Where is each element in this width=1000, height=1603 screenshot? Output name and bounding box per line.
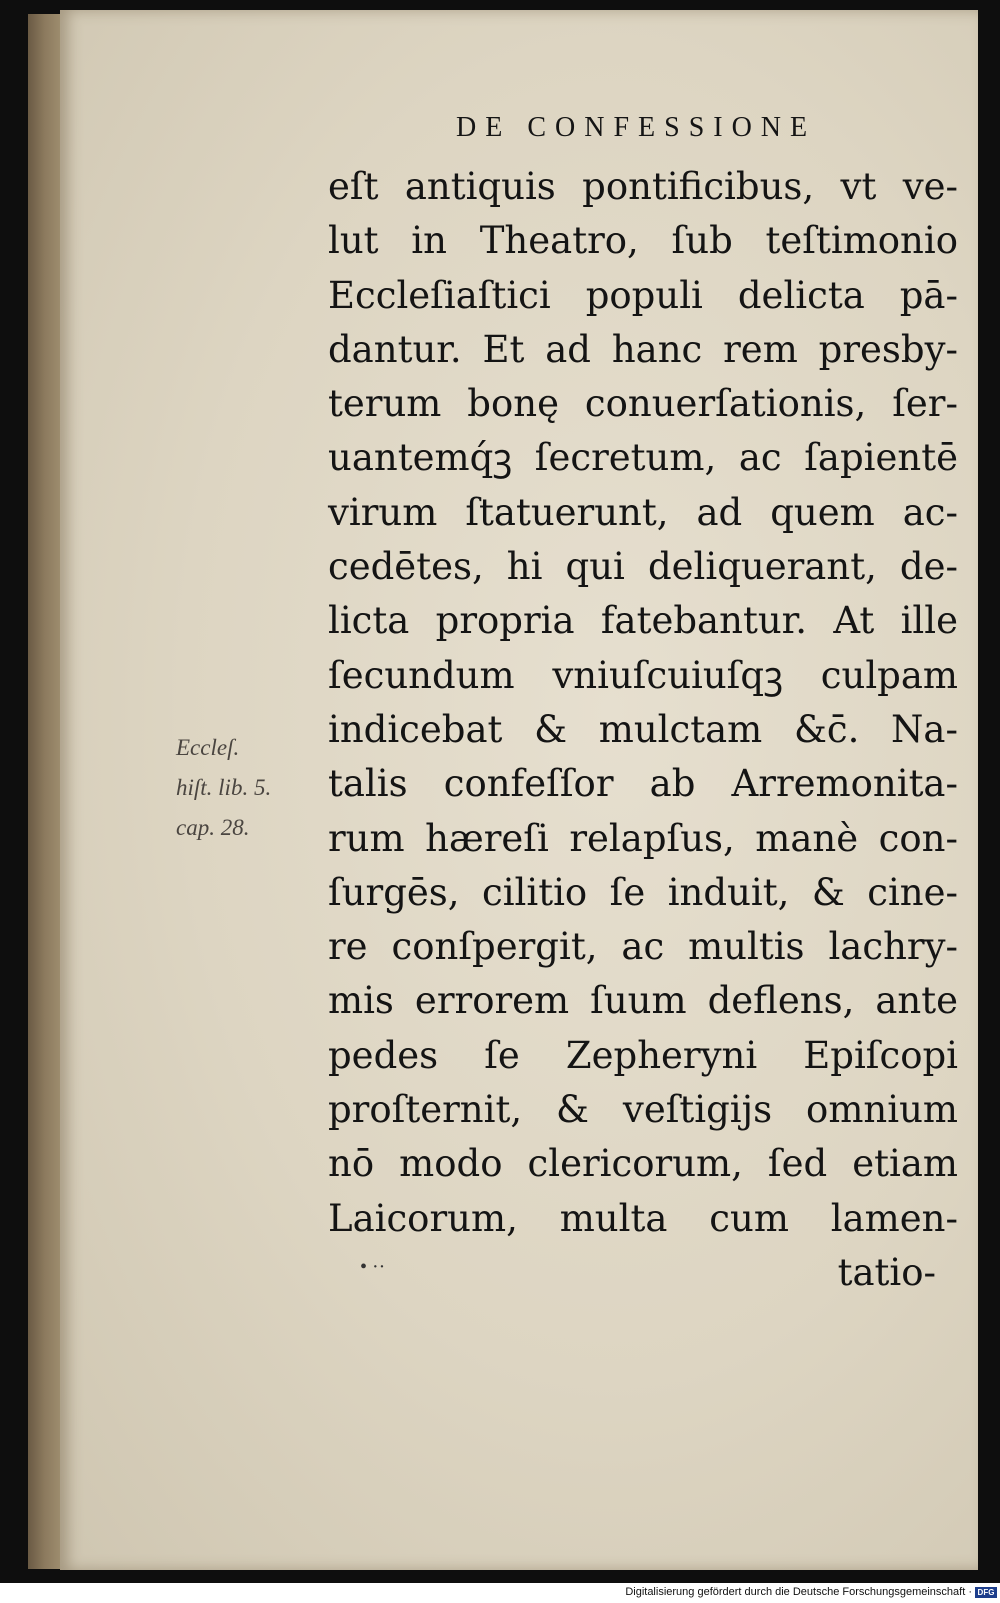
marginal-note-line: cap. 28. bbox=[176, 815, 250, 840]
body-text bbox=[328, 160, 958, 1300]
text-line: re conſpergit, ac multis lachry- bbox=[328, 925, 958, 969]
text-line: mis errorem ſuum deflens, ante bbox=[328, 979, 958, 1023]
text-line: Eccleſiaſtici populi delicta pā- bbox=[328, 273, 958, 317]
text-line: lut in Theatro, ſub teſtimonio bbox=[328, 219, 958, 263]
marginal-note-line: hiſt. lib. 5. bbox=[176, 775, 272, 800]
dfg-logo-icon: DFG bbox=[975, 1587, 997, 1598]
running-head: DE CONFESSIONE bbox=[456, 112, 817, 143]
text-line: dantur. Et ad hanc rem presby- bbox=[328, 327, 958, 371]
text-line: eſt antiquis pontificibus, vt ve- bbox=[328, 165, 958, 208]
funding-credit: Digitalisierung gefördert durch die Deutsche Forschungsgemeinschaft · bbox=[625, 1586, 972, 1598]
marginal-note bbox=[176, 728, 326, 848]
text-line: talis confeſſor ab Arremonita- bbox=[328, 762, 958, 806]
catchword: tatio- bbox=[837, 1250, 936, 1294]
text-line: nō modo clericorum, ſed etiam bbox=[328, 1142, 958, 1186]
text-line: pedes ſe Zepheryni Epiſcopi bbox=[328, 1033, 958, 1077]
text-line: terum bonę conuerſationis, ſer- bbox=[328, 382, 958, 426]
text-line: licta propria fatebantur. At ille bbox=[328, 599, 958, 643]
text-line: Laicorum, multa cum lamen- bbox=[328, 1196, 958, 1240]
text-line: cedētes, hi qui deliquerant, de- bbox=[328, 545, 958, 589]
text-line: proſternit, & veſtigijs omnium bbox=[328, 1088, 958, 1132]
text-line: rum hæreſi relapſus, manè con- bbox=[328, 816, 958, 860]
text-line: ſecundum vniuſcuiuſqꝫ culpam bbox=[328, 653, 958, 697]
text-line: virum ſtatuerunt, ad quem ac- bbox=[328, 490, 958, 534]
text-line: ſurgēs, cilitio ſe induit, & cine- bbox=[328, 870, 958, 914]
text-line: indicebat & mulctam &c̄. Na- bbox=[328, 707, 958, 751]
marginal-note-line: Eccleſ. bbox=[176, 735, 240, 760]
footer-bar bbox=[0, 1583, 1000, 1603]
ink-specks: • ·· bbox=[360, 1256, 386, 1278]
text-line: uantemq́ꝫ ſecretum, ac ſapientē bbox=[328, 436, 958, 480]
